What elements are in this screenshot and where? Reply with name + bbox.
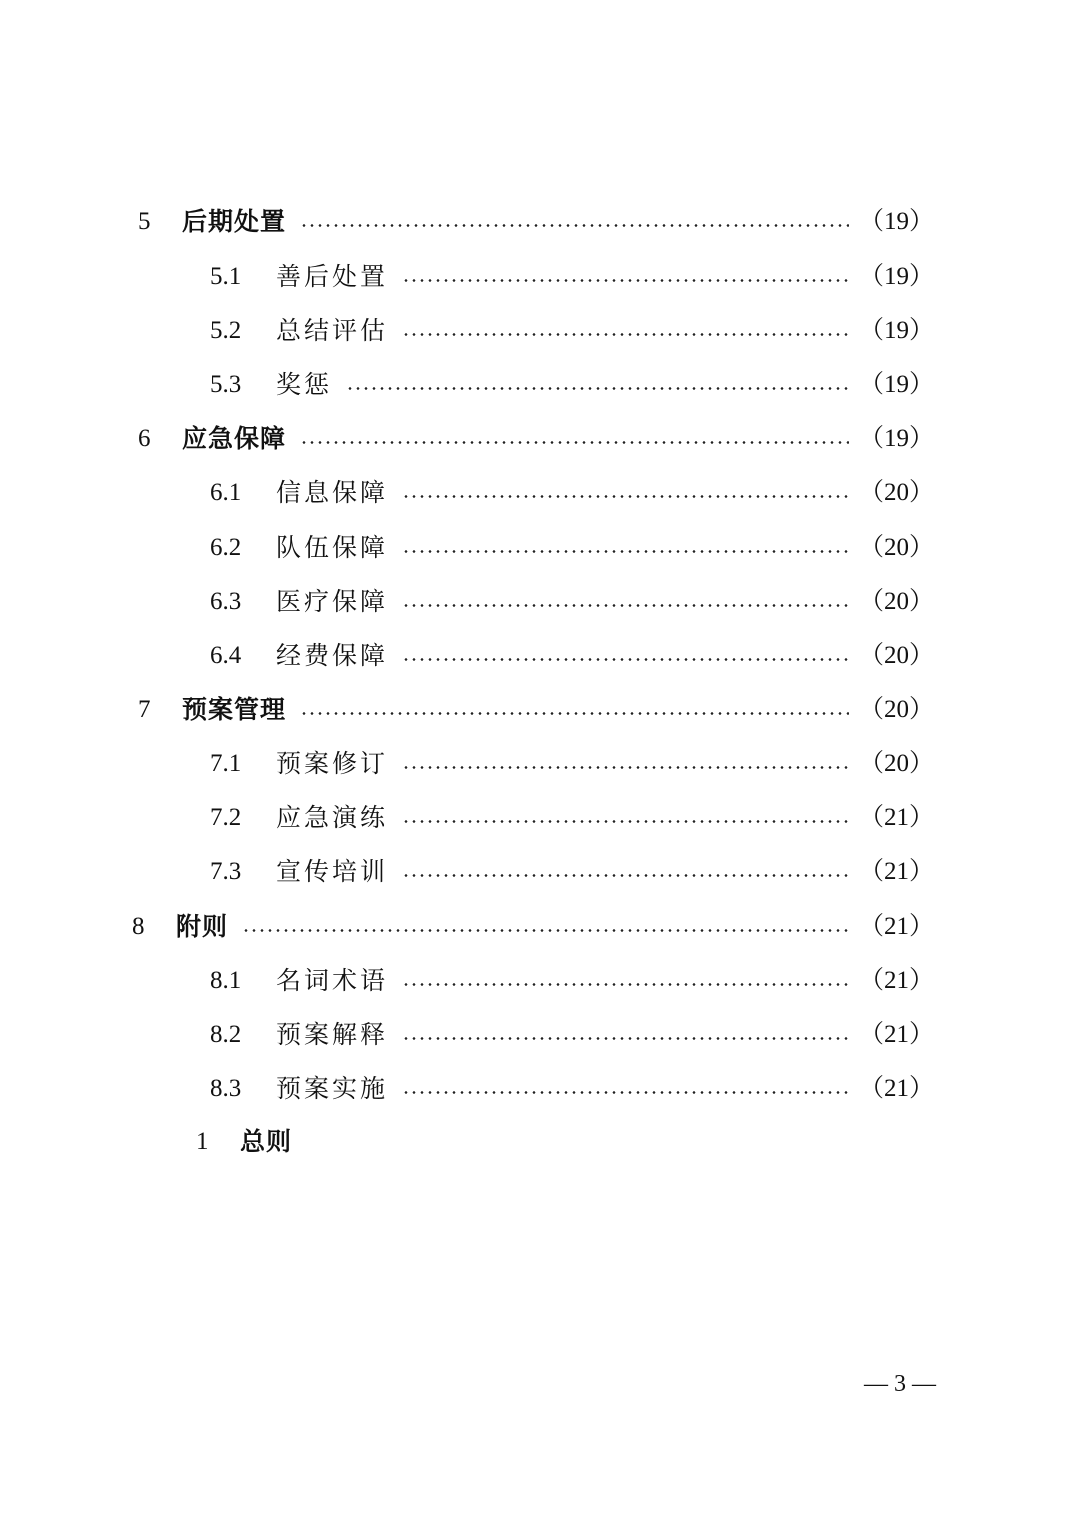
toc-leader-dots <box>402 1069 849 1109</box>
toc-entry-8[interactable] <box>132 907 934 947</box>
toc-title: 医疗保障 <box>276 587 389 616</box>
toc-leader-dots <box>300 690 849 730</box>
toc-number: 6.4 <box>210 642 242 669</box>
toc-page: （19） <box>858 371 934 398</box>
toc-title: 后期处置 <box>182 207 287 236</box>
toc-title: 应急保障 <box>182 424 287 453</box>
toc-entry-8-3[interactable] <box>210 1069 934 1109</box>
toc-leader-dots <box>402 961 849 1001</box>
toc-number: 8.2 <box>210 1021 242 1048</box>
toc-title: 附则 <box>176 912 229 941</box>
toc-page: （19） <box>858 263 934 290</box>
toc-page: （19） <box>858 317 934 344</box>
toc-title: 信息保障 <box>276 478 389 507</box>
toc-title: 善后处置 <box>276 262 389 291</box>
toc-entry-8-2[interactable] <box>210 1015 934 1055</box>
toc-number: 8.3 <box>210 1075 242 1102</box>
toc-leader-dots <box>402 473 849 513</box>
toc-leader-dots <box>402 636 849 676</box>
toc-page: （19） <box>858 425 934 452</box>
toc-page: （20） <box>858 642 934 669</box>
toc-leader-dots <box>300 419 849 459</box>
section-title: 总则 <box>240 1127 293 1156</box>
toc-number: 6.2 <box>210 534 242 561</box>
toc-number: 7.3 <box>210 858 242 885</box>
toc-leader-dots <box>346 365 849 405</box>
toc-number: 5.3 <box>210 371 242 398</box>
toc-title: 应急演练 <box>276 803 389 832</box>
toc-page: （21） <box>858 967 934 994</box>
toc-title: 预案管理 <box>182 695 287 724</box>
toc-entry-6-3[interactable] <box>210 582 934 622</box>
toc-title: 总结评估 <box>276 316 389 345</box>
toc-entry-7-1[interactable] <box>210 744 934 784</box>
toc-entry-6-2[interactable] <box>210 528 934 568</box>
toc-number: 6.1 <box>210 479 242 506</box>
toc-leader-dots <box>402 852 849 892</box>
toc-page: （19） <box>858 208 934 235</box>
toc-title: 名词术语 <box>276 966 389 995</box>
toc-number: 8 <box>132 913 145 940</box>
section-number: 1 <box>196 1128 209 1155</box>
toc-page: （20） <box>858 534 934 561</box>
toc-entry-7-2[interactable] <box>210 798 934 838</box>
toc-title: 预案解释 <box>276 1020 389 1049</box>
toc-title: 宣传培训 <box>276 857 389 886</box>
toc-number: 6 <box>138 425 151 452</box>
toc-page: （20） <box>858 479 934 506</box>
toc-number: 5.2 <box>210 317 242 344</box>
toc-entry-7-3[interactable] <box>210 852 934 892</box>
toc-leader-dots <box>402 311 849 351</box>
toc-entry-6[interactable] <box>138 419 934 459</box>
toc-leader-dots <box>402 528 849 568</box>
toc-entry-5[interactable] <box>138 202 934 242</box>
toc-number: 7.2 <box>210 804 242 831</box>
toc-title: 经费保障 <box>276 641 389 670</box>
toc-number: 7.1 <box>210 750 242 777</box>
toc-leader-dots <box>402 744 849 784</box>
toc-leader-dots <box>402 798 849 838</box>
toc-leader-dots <box>402 582 849 622</box>
page-number: — 3 — <box>864 1371 936 1397</box>
toc-page: （21） <box>858 913 934 940</box>
toc-entry-5-3[interactable] <box>210 365 934 405</box>
toc-page: （21） <box>858 804 934 831</box>
toc-number: 6.3 <box>210 588 242 615</box>
toc-page: （20） <box>858 750 934 777</box>
toc-page: （21） <box>858 1021 934 1048</box>
toc-page: （21） <box>858 858 934 885</box>
toc-entry-5-1[interactable] <box>210 257 934 297</box>
toc-number: 5.1 <box>210 263 242 290</box>
toc-number: 5 <box>138 208 151 235</box>
toc-number: 8.1 <box>210 967 242 994</box>
toc-title: 预案实施 <box>276 1074 389 1103</box>
toc-page: （20） <box>858 588 934 615</box>
toc-leader-dots <box>402 1015 849 1055</box>
toc-page: （21） <box>858 1075 934 1102</box>
toc-entry-5-2[interactable] <box>210 311 934 351</box>
toc-title: 队伍保障 <box>276 533 389 562</box>
toc-page: （20） <box>858 696 934 723</box>
toc-entry-7[interactable] <box>138 690 934 730</box>
toc-number: 7 <box>138 696 151 723</box>
toc-leader-dots <box>402 257 849 297</box>
toc-title: 奖惩 <box>276 370 333 399</box>
toc-entry-6-1[interactable] <box>210 473 934 513</box>
toc-leader-dots <box>300 202 849 242</box>
toc-entry-6-4[interactable] <box>210 636 934 676</box>
section-heading <box>196 1122 292 1162</box>
toc-entry-8-1[interactable] <box>210 961 934 1001</box>
toc-title: 预案修订 <box>276 749 389 778</box>
toc-leader-dots <box>242 907 849 947</box>
